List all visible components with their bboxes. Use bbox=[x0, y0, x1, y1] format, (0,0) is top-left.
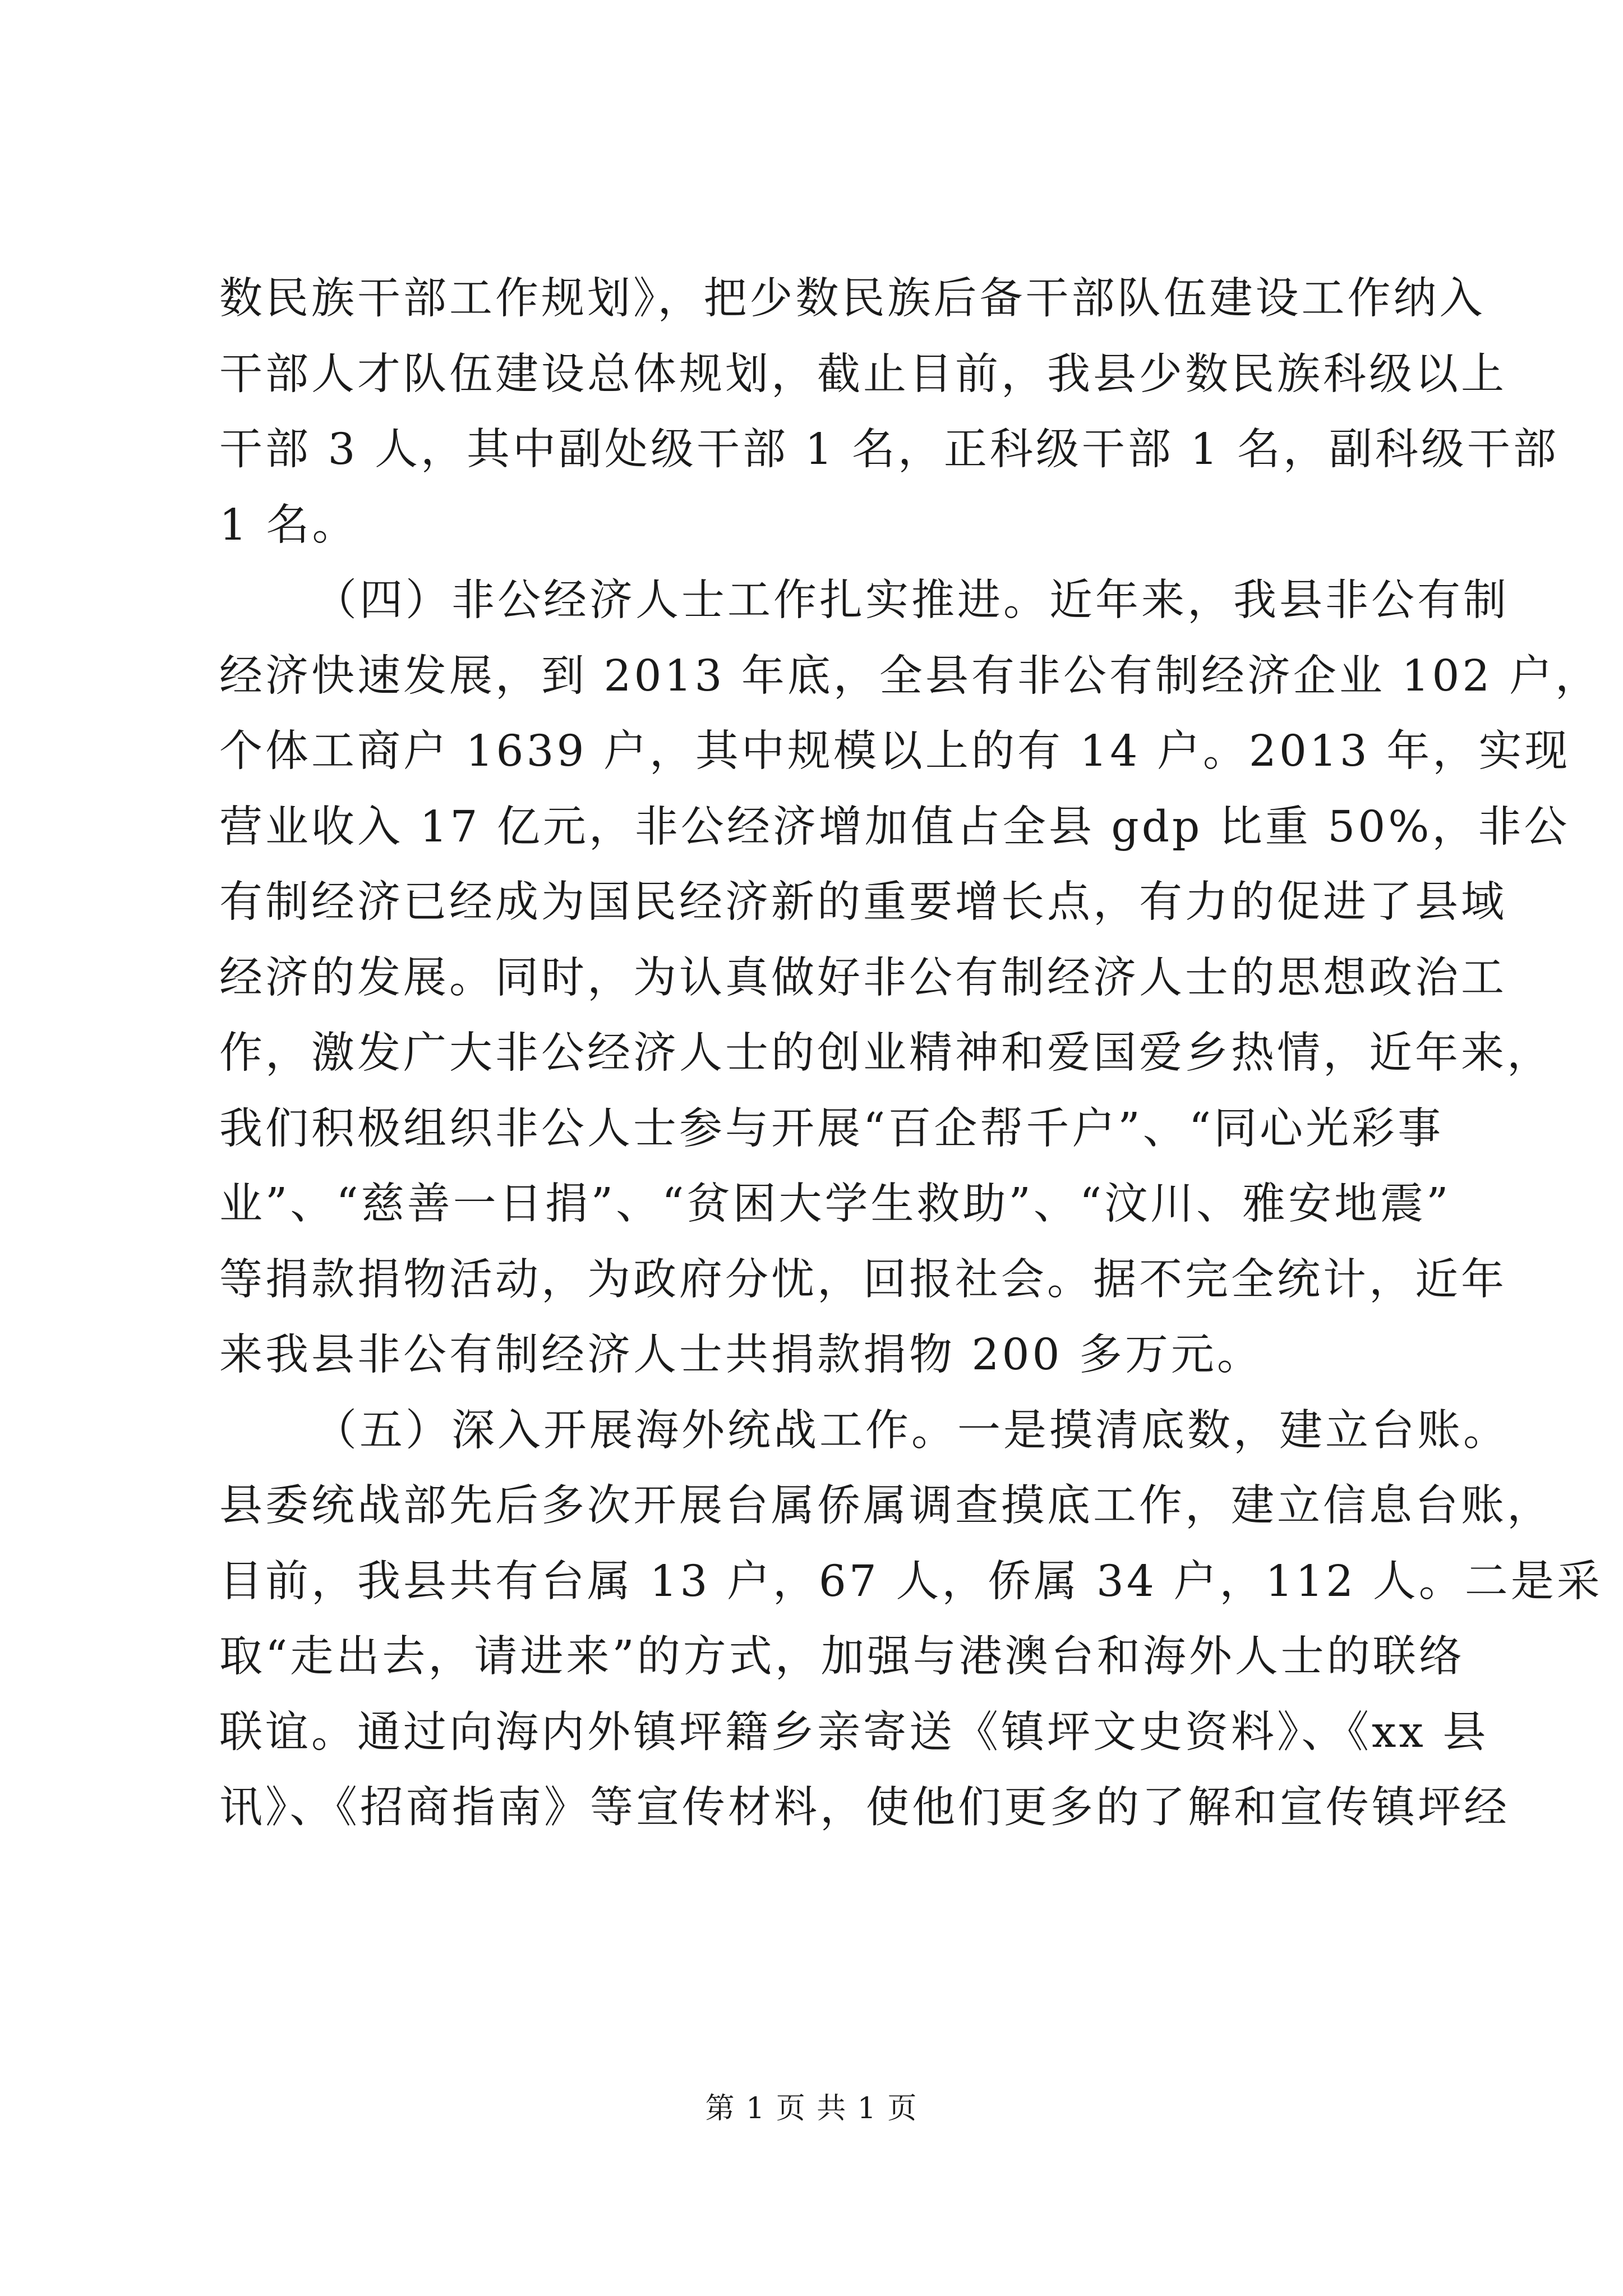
text-line: （四）非公经济人士工作扎实推进。近年来，我县非公有制 bbox=[313, 576, 1509, 625]
text-line: 目前，我县共有台属 13 户，67 人，侨属 34 户，112 人。二是采 bbox=[219, 1556, 1603, 1607]
text-line: 业”、“慈善一日捐”、“贫困大学生救助”、“汶川、雅安地震” bbox=[219, 1179, 1451, 1229]
text-line: 我们积极组织非公人士参与开展“百企帮千户”、“同心光彩事 bbox=[219, 1103, 1444, 1154]
text-line: 1 名。 bbox=[219, 500, 358, 550]
page-number-label: 第 1 页 共 1 页 bbox=[705, 2092, 918, 2125]
text-line: 来我县非公有制经济人士共捐款捐物 200 多万元。 bbox=[219, 1330, 1263, 1380]
text-line: 等捐款捐物活动，为政府分忧，回报社会。据不完全统计，近年 bbox=[219, 1254, 1507, 1305]
text-line: 讯》、《招商指南》等宣传材料，使他们更多的了解和宣传镇坪经 bbox=[219, 1783, 1510, 1833]
text-line: 有制经济已经成为国民经济新的重要增长点，有力的促进了县域 bbox=[219, 877, 1507, 927]
text-line: 作，激发广大非公经济人士的创业精神和爱国爱乡热情，近年来， bbox=[219, 1028, 1553, 1078]
text-line: 取“走出去，请进来”的方式，加强与港澳台和海外人士的联络 bbox=[219, 1632, 1465, 1682]
page-footer bbox=[0, 2089, 1623, 2128]
body-text bbox=[219, 261, 1603, 1846]
paragraph-minority-cadres bbox=[219, 261, 1559, 563]
text-line: 县委统战部先后多次开展台属侨属调查摸底工作，建立信息台账， bbox=[219, 1481, 1553, 1531]
paragraph-overseas-united-front bbox=[219, 1393, 1603, 1846]
text-line: 个体工商户 1639 户，其中规模以上的有 14 户。2013 年，实现 bbox=[219, 726, 1571, 776]
text-line: 数民族干部工作规划》，把少数民族后备干部队伍建设工作纳入 bbox=[219, 274, 1486, 324]
text-line: 干部 3 人，其中副处级干部 1 名，正科级干部 1 名，副科级干部 bbox=[219, 425, 1559, 475]
text-line: 经济快速发展，到 2013 年底，全县有非公有制经济企业 102 户， bbox=[219, 651, 1601, 701]
text-line: 干部人才队伍建设总体规划，截止目前，我县少数民族科级以上 bbox=[219, 349, 1507, 399]
text-line: 联谊。通过向海内外镇坪籍乡亲寄送《镇坪文史资料》、《xx 县 bbox=[219, 1707, 1489, 1757]
text-line: （五）深入开展海外统战工作。一是摸清底数，建立台账。 bbox=[313, 1405, 1509, 1456]
text-line: 经济的发展。同时，为认真做好非公有制经济人士的思想政治工 bbox=[219, 953, 1507, 1003]
text-line: 营业收入 17 亿元，非公经济增加值占全县 gdp 比重 50%，非公 bbox=[219, 802, 1570, 852]
paragraph-non-public-economy bbox=[219, 563, 1601, 1393]
